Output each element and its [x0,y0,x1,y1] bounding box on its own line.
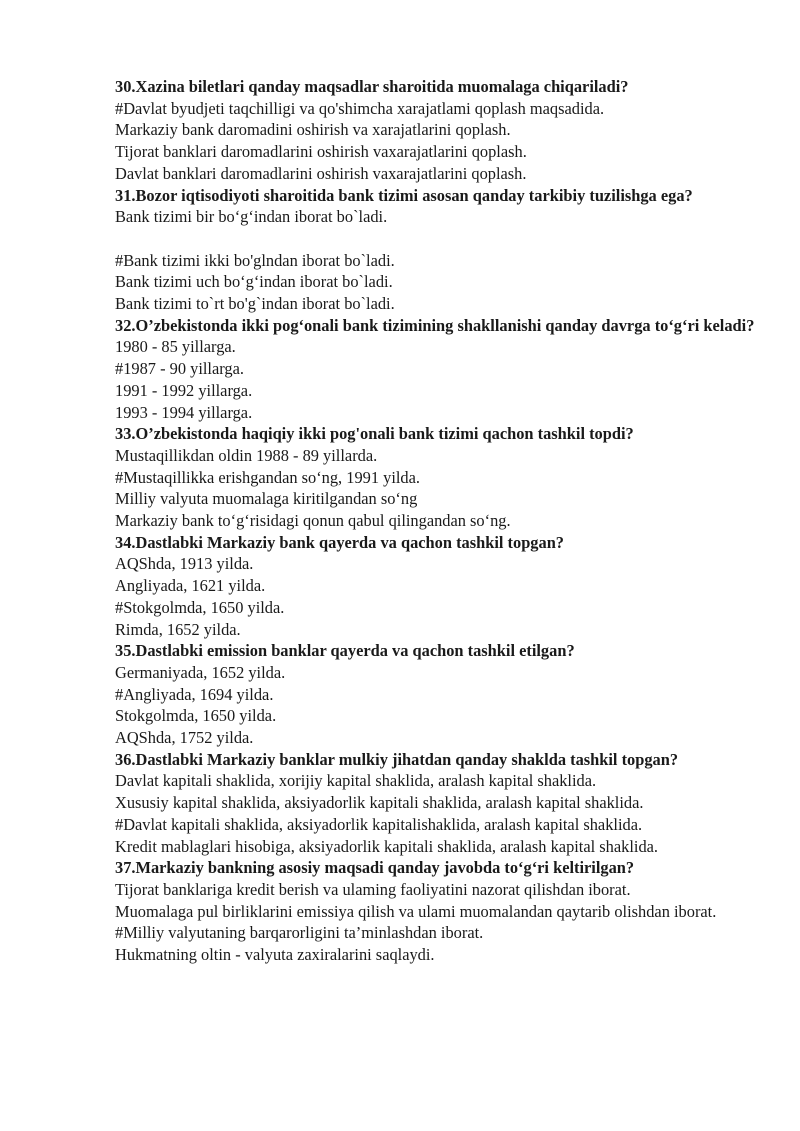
question-title: 33.O’zbekistonda haqiqiy ikki pog'onali bank tizimi qachon tashkil topdi? [115,424,634,444]
question-title: 34.Dastlabki Markaziy bank qayerda va qachon tashkil topgan? [115,532,565,552]
answer-option: AQShda, 1752 yilda. [115,728,254,748]
answer-option: Davlat banklari daromadlarini oshirish vaxarajatlarini qoplash. [115,163,527,183]
answer-option: AQShda, 1913 yilda. [115,554,254,574]
answer-option: Bank tizimi to`rt bo'g`indan iborat bo`ladi. [115,294,395,314]
question-title: 30.Xazina biletlari qanday maqsadlar sharoitida muomalaga chiqariladi? [115,77,629,96]
answer-option: Tijorat banklariga kredit berish va ulaming faoliyatini nazorat qilishdan iborat. [115,880,631,899]
answer-option: Markaziy bank daromadini oshirish va xarajatlarini qoplash. [115,120,511,140]
question-title: 36.Dastlabki Markaziy banklar mulkiy jihatdan qanday shaklda tashkil topgan? [115,749,679,769]
answer-option: #Mustaqillikka erishgandan so‘ng, 1991 yilda. [115,467,421,487]
answer-option: #Bank tizimi ikki bo'glndan iborat bo`ladi. [115,250,395,270]
answer-option: Rimda, 1652 yilda. [115,619,241,639]
answer-option: Germaniyada, 1652 yilda. [115,662,286,682]
question-title: 37.Markaziy bankning asosiy maqsadi qanday javobda to‘g‘ri keltirilgan? [115,858,635,878]
answer-option: 1993 - 1994 yillarga. [115,402,253,422]
answer-option: Tijorat banklari daromadlarini oshirish vaxarajatlarini qoplash. [115,142,527,162]
answer-option: Xususiy kapital shaklida, aksiyadorlik kapitali shaklida, aralash kapital shaklida. [115,793,644,813]
answer-option: Milliy valyuta muomalaga kiritilgandan so‘ng [115,489,418,509]
answer-option: Stokgolmda, 1650 yilda. [115,706,277,726]
answer-option: Mustaqillikdan oldin 1988 - 89 yillarda. [115,445,378,465]
blank-line [115,228,755,250]
answer-option: Bank tizimi bir bo‘g‘indan iborat bo`ladi. [115,207,388,227]
answer-option: #Milliy valyutaning barqarorligini ta’minlashdan iborat. [115,923,484,943]
answer-option: #Angliyada, 1694 yilda. [115,684,274,704]
answer-option: #1987 - 90 yillarga. [115,359,244,379]
answer-option: Angliyada, 1621 yilda. [115,576,266,596]
answer-option: 1980 - 85 yillarga. [115,337,236,357]
answer-option: #Davlat byudjeti taqchilligi va qo'shimcha xarajatlami qoplash maqsadida. [115,98,605,118]
document-page [115,76,755,966]
answer-option: Davlat kapitali shaklida, xorijiy kapital shaklida, aralash kapital shaklida. [115,771,597,791]
answer-option: #Davlat kapitali shaklida, aksiyadorlik kapitalishaklida, aralash kapital shaklida. [115,814,643,834]
answer-option: Kredit mablaglari hisobiga, aksiyadorlik kapitali shaklida, aralash kapital shaklida. [115,836,659,856]
answer-option: Hukmatning oltin - valyuta zaxiralarini saqlaydi. [115,945,435,965]
answer-option: #Stokgolmda, 1650 yilda. [115,597,285,617]
answer-option: Muomalaga pul birliklarini emissiya qilish va ulami muomalandan qaytarib olishdan iborat. [115,901,717,921]
question-title: 32.O’zbekistonda ikki pog‘onali bank tizimining shakllanishi qanday davrga to‘g‘ri keladi? [115,315,755,335]
answer-option: Markaziy bank to‘g‘risidagi qonun qabul qilingandan so‘ng. [115,511,511,531]
question-title: 31.Bozor iqtisodiyoti sharoitida bank tizimi asosan qanday tarkibiy tuzilishga ega? [115,185,693,205]
answer-option: 1991 - 1992 yillarga. [115,380,253,400]
question-title: 35.Dastlabki emission banklar qayerda va qachon tashkil etilgan? [115,641,575,661]
answer-option: Bank tizimi uch bo‘g‘indan iborat bo`ladi. [115,272,393,292]
